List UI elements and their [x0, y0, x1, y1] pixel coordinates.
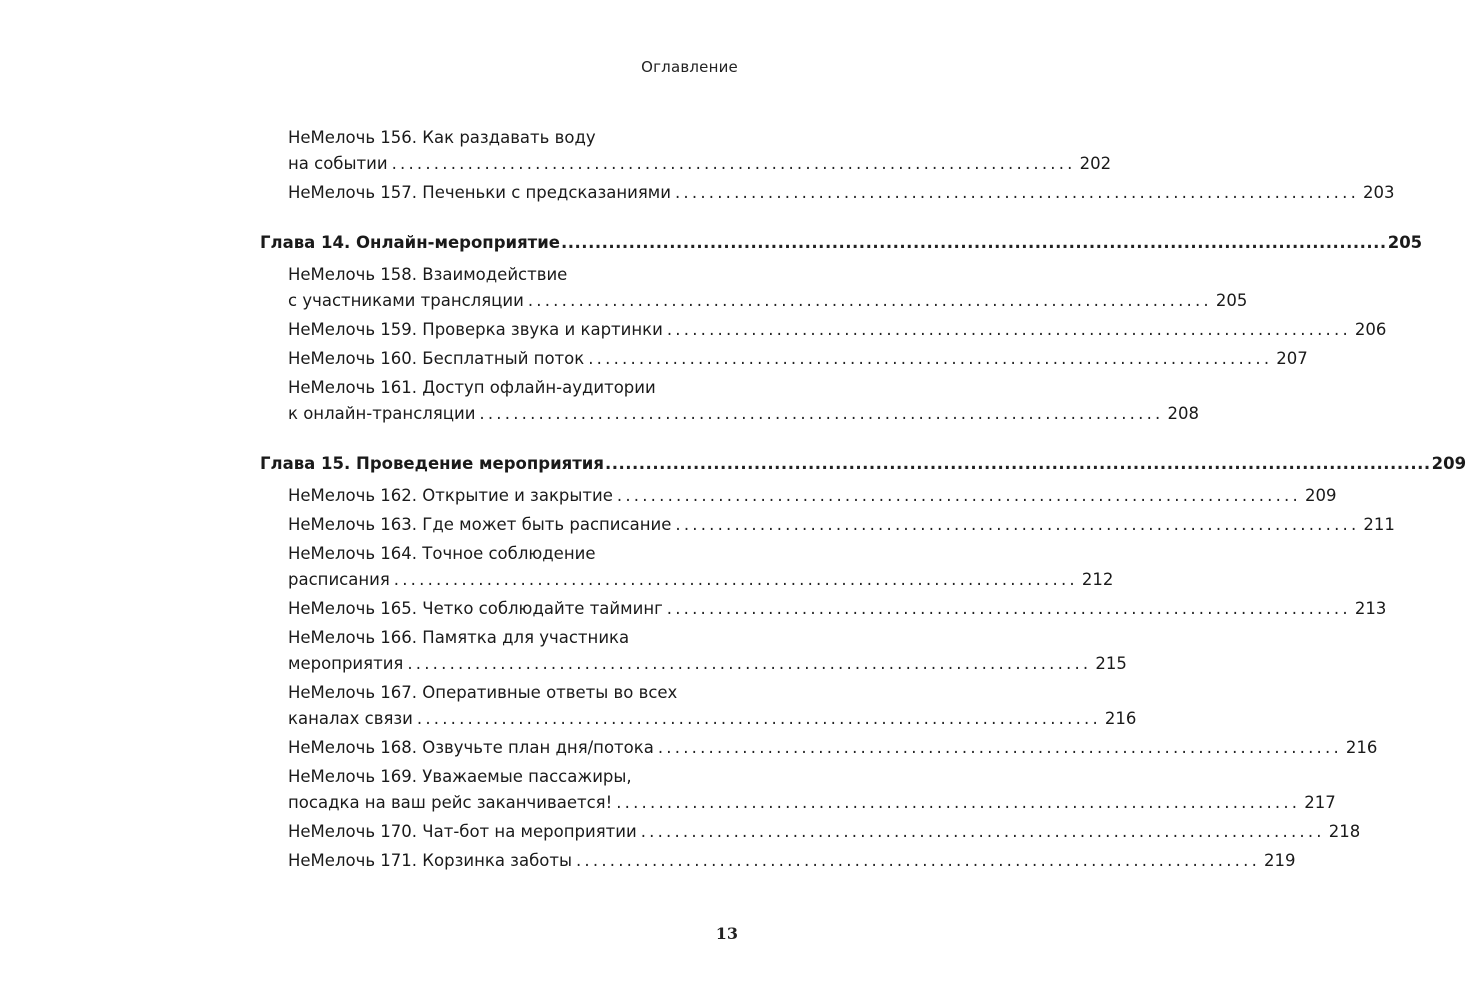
toc-entry[interactable]	[260, 819, 1361, 845]
toc-entry-title: НеМелочь 170. Чат-бот на мероприятии	[288, 822, 637, 841]
toc-page-number: 215	[1095, 654, 1127, 673]
toc-entry-title-line1: НеМелочь 167. Оперативные ответы во всех	[288, 683, 678, 702]
leader-dots: ..........................................................................................................................	[604, 454, 1431, 473]
toc-page-number: 206	[1354, 320, 1387, 339]
toc-page-number: 202	[1079, 154, 1112, 173]
toc-page-number: 209	[1304, 486, 1337, 505]
leader-dots: .................................................................................	[674, 183, 1360, 202]
leader-dots: .................................................................................	[657, 738, 1342, 757]
page-number: 13	[715, 924, 738, 943]
toc-entry-title: НеМелочь 171. Корзинка заботы	[288, 851, 572, 870]
toc-chapter[interactable]	[260, 230, 1423, 256]
toc-entry-title-line1: НеМелочь 156. Как раздавать воду	[288, 128, 596, 147]
toc-chapter[interactable]	[260, 451, 1466, 477]
toc-entry[interactable]	[260, 764, 1336, 816]
toc-entry[interactable]	[260, 375, 1199, 427]
leader-dots: ..........................................................................................................................	[561, 233, 1387, 252]
leader-dots: .................................................................................	[391, 154, 1076, 173]
toc-entry[interactable]	[260, 735, 1378, 761]
toc-page-number: 205	[1215, 291, 1248, 310]
toc-entry-title: НеМелочь 160. Бесплатный поток	[288, 349, 585, 368]
toc-entry[interactable]	[260, 180, 1395, 206]
toc-entry-title-line1: НеМелочь 161. Доступ офлайн-аудитории	[288, 378, 656, 397]
toc-page-number: 209	[1431, 454, 1466, 473]
toc-entry-title: НеМелочь 162. Открытие и закрытие	[288, 486, 613, 505]
toc-chapter-title: Глава 15. Проведение мероприятия	[260, 454, 604, 473]
leader-dots: .................................................................................	[479, 404, 1164, 423]
toc-entry[interactable]	[260, 125, 1112, 177]
toc-entry-title: НеМелочь 163. Где может быть расписание	[288, 515, 672, 534]
leader-dots: .................................................................................	[407, 654, 1092, 673]
toc-entry-title: НеМелочь 157. Печеньки с предсказаниями	[288, 183, 671, 202]
leader-dots: .................................................................................	[666, 320, 1351, 339]
toc-entry-title: с участниками трансляции	[288, 291, 524, 310]
leader-dots: .................................................................................	[575, 851, 1261, 870]
leader-dots: .................................................................................	[588, 349, 1273, 368]
toc-entry[interactable]	[260, 512, 1395, 538]
toc-entry-title: НеМелочь 168. Озвучьте план дня/потока	[288, 738, 654, 757]
toc-entry-title-line1: НеМелочь 169. Уважаемые пассажиры,	[288, 767, 632, 786]
toc-entry[interactable]	[260, 262, 1248, 314]
toc-chapter-title: Глава 14. Онлайн-мероприятие	[260, 233, 560, 252]
toc-page-number: 216	[1345, 738, 1378, 757]
leader-dots: .................................................................................	[616, 486, 1301, 505]
toc-entry[interactable]	[260, 625, 1127, 677]
toc-entry-title-line1: НеМелочь 158. Взаимодействие	[288, 265, 568, 284]
toc-entry-title: к онлайн-трансляции	[288, 404, 476, 423]
toc-entry-title: каналах связи	[288, 709, 413, 728]
toc-page-number: 217	[1304, 793, 1336, 812]
toc-entry-title: расписания	[288, 570, 390, 589]
toc-page-number: 213	[1354, 599, 1387, 618]
running-head: Оглавление	[641, 58, 738, 76]
leader-dots: .................................................................................	[616, 793, 1301, 812]
toc-page-number: 218	[1328, 822, 1361, 841]
toc-entry-title-line1: НеМелочь 166. Памятка для участника	[288, 628, 630, 647]
toc-page-number: 203	[1363, 183, 1395, 202]
toc-page-number: 208	[1167, 404, 1199, 423]
toc-entry[interactable]	[260, 596, 1387, 622]
leader-dots: .................................................................................	[416, 709, 1101, 728]
leader-dots: .................................................................................	[527, 291, 1212, 310]
toc-page-number: 212	[1081, 570, 1114, 589]
leader-dots: .................................................................................	[393, 570, 1078, 589]
toc-entry[interactable]	[260, 346, 1308, 372]
toc-entry[interactable]	[260, 848, 1296, 874]
toc-page-number: 216	[1104, 709, 1137, 728]
toc-entry[interactable]	[260, 483, 1337, 509]
toc-entry-title: НеМелочь 165. Четко соблюдайте тайминг	[288, 599, 663, 618]
table-of-contents	[260, 125, 1466, 877]
toc-entry-title: посадка на ваш рейс заканчивается!	[288, 793, 613, 812]
toc-entry-title: на событии	[288, 154, 388, 173]
toc-page-number: 219	[1264, 851, 1296, 870]
toc-entry-title-line1: НеМелочь 164. Точное соблюдение	[288, 544, 596, 563]
toc-entry-title: мероприятия	[288, 654, 404, 673]
toc-page-number: 211	[1363, 515, 1395, 534]
leader-dots: .................................................................................	[666, 599, 1351, 618]
toc-entry[interactable]	[260, 541, 1114, 593]
toc-page-number: 207	[1276, 349, 1308, 368]
toc-entry-title: НеМелочь 159. Проверка звука и картинки	[288, 320, 663, 339]
leader-dots: .................................................................................	[675, 515, 1360, 534]
toc-page-number: 205	[1387, 233, 1423, 252]
toc-entry[interactable]	[260, 680, 1137, 732]
toc-entry[interactable]	[260, 317, 1387, 343]
leader-dots: .................................................................................	[640, 822, 1325, 841]
